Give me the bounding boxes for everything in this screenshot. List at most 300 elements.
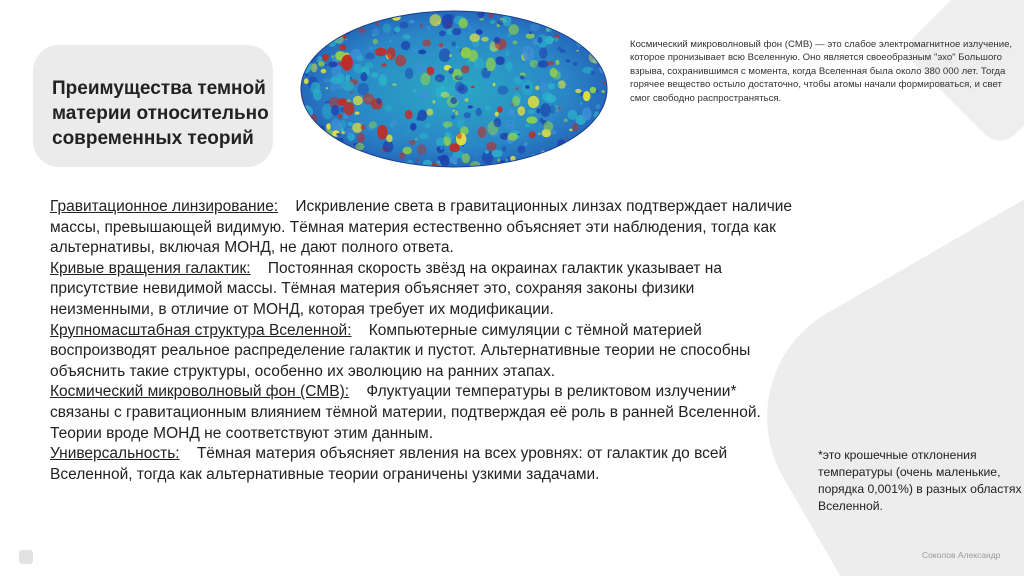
- cmb-fluctuation-spot: [351, 92, 353, 94]
- cmb-fluctuation-spot: [497, 159, 500, 162]
- cmb-fluctuation-spot: [565, 138, 568, 140]
- cmb-fluctuation-spot: [505, 120, 516, 130]
- cmb-fluctuation-spot: [357, 133, 365, 143]
- cmb-fluctuation-spot: [348, 122, 352, 127]
- cmb-fluctuation-spot: [375, 48, 387, 57]
- cmb-fluctuation-spot: [455, 82, 464, 92]
- cmb-fluctuation-spot: [602, 119, 610, 127]
- cmb-fluctuation-spot: [436, 138, 444, 147]
- cmb-fluctuation-spot: [583, 13, 591, 20]
- cmb-fluctuation-spot: [560, 18, 571, 32]
- cmb-fluctuation-spot: [323, 158, 334, 169]
- cmb-fluctuation-spot: [344, 102, 355, 115]
- cmb-fluctuation-spot: [583, 161, 586, 164]
- cmb-fluctuation-spot: [333, 79, 335, 80]
- point-text: Искривление света в гравитационных линзах подтверждает наличие массы, превышающей видимую. Тёмная материя естественно объясняет эти наблюдения, тогда как альтернативы, включая МОНД, не дают полного ответа.: [50, 198, 793, 257]
- cmb-fluctuation-spot: [403, 34, 411, 39]
- cmb-fluctuation-spot: [303, 140, 308, 146]
- cmb-fluctuation-spot: [475, 82, 477, 84]
- cmb-fluctuation-spot: [493, 83, 496, 87]
- cmb-fluctuation-spot: [486, 58, 496, 72]
- cmb-fluctuation-spot: [314, 151, 322, 163]
- cmb-fluctuation-spot: [502, 146, 506, 151]
- cmb-fluctuation-spot: [448, 68, 454, 74]
- cmb-fluctuation-spot: [338, 98, 346, 105]
- cmb-fluctuation-spot: [594, 133, 605, 142]
- cmb-fluctuation-spot: [452, 110, 454, 112]
- cmb-fluctuation-spot: [305, 74, 308, 76]
- cmb-fluctuation-spot: [603, 81, 605, 84]
- cmb-fluctuation-spot: [550, 68, 558, 77]
- cmb-fluctuation-spot: [594, 140, 597, 143]
- cmb-fluctuation-spot: [312, 46, 319, 53]
- cmb-fluctuation-spot: [604, 156, 610, 164]
- cmb-fluctuation-spot: [365, 62, 373, 68]
- cmb-fluctuation-spot: [425, 123, 431, 128]
- cmb-fluctuation-spot: [426, 26, 431, 31]
- cmb-fluctuation-spot: [558, 107, 561, 111]
- cmb-fluctuation-spot: [343, 145, 349, 151]
- cmb-fluctuation-spot: [547, 61, 555, 66]
- cmb-fluctuation-spot: [353, 96, 363, 105]
- cmb-fluctuation-spot: [339, 45, 346, 51]
- cmb-fluctuation-spot: [409, 140, 416, 145]
- cmb-fluctuation-spot: [390, 164, 396, 168]
- cmb-fluctuation-spot: [341, 131, 345, 134]
- cmb-fluctuation-spot: [557, 139, 566, 148]
- cmb-fluctuation-spot: [483, 8, 487, 11]
- cmb-fluctuation-spot: [400, 22, 409, 29]
- cmb-fluctuation-spot: [580, 136, 583, 139]
- cmb-fluctuation-spot: [476, 108, 482, 116]
- cmb-fluctuation-spot: [557, 84, 560, 87]
- cmb-fluctuation-spot: [515, 87, 518, 90]
- cmb-fluctuation-spot: [531, 16, 537, 21]
- cmb-fluctuation-spot: [564, 119, 568, 122]
- cmb-fluctuation-spot: [445, 132, 450, 138]
- cmb-fluctuation-spot: [507, 33, 511, 37]
- cmb-fluctuation-spot: [595, 104, 600, 109]
- cmb-fluctuation-spot: [419, 133, 429, 139]
- cmb-fluctuation-spot: [462, 145, 464, 147]
- cmb-fluctuation-spot: [477, 127, 486, 138]
- cmb-fluctuation-spot: [360, 122, 364, 125]
- cmb-fluctuation-spot: [486, 142, 497, 151]
- cmb-fluctuation-spot: [527, 109, 535, 114]
- cmb-fluctuation-spot: [415, 60, 426, 74]
- cmb-fluctuation-spot: [474, 58, 485, 69]
- cmb-fluctuation-spot: [321, 155, 325, 161]
- cmb-fluctuation-spot: [419, 91, 430, 99]
- cmb-fluctuation-spot: [328, 61, 337, 67]
- cmb-fluctuation-spot: [302, 61, 305, 65]
- cmb-fluctuation-spot: [300, 134, 304, 137]
- cmb-fluctuation-spot: [331, 149, 340, 158]
- cmb-fluctuation-spot: [470, 161, 481, 170]
- cmb-fluctuation-spot: [415, 138, 418, 140]
- cmb-fluctuation-spot: [497, 86, 508, 95]
- cmb-fluctuation-spot: [524, 142, 528, 146]
- cmb-fluctuation-spot: [601, 90, 604, 93]
- cmb-fluctuation-spot: [598, 21, 603, 24]
- cmb-fluctuation-spot: [525, 85, 529, 89]
- point-text: Тёмная материя объясняет явления на всех уровнях: от галактик до всей Вселенной, тогда как альтернативные теории ограничены узкими задачами.: [50, 445, 728, 483]
- cmb-fluctuation-spot: [449, 54, 452, 57]
- cmb-fluctuation-spot: [326, 38, 330, 43]
- cmb-fluctuation-spot: [451, 115, 456, 119]
- cmb-fluctuation-spot: [576, 33, 587, 47]
- cmb-fluctuation-spot: [601, 109, 609, 119]
- cmb-fluctuation-spot: [505, 62, 513, 72]
- cmb-fluctuation-spot: [518, 134, 520, 136]
- cmb-fluctuation-spot: [355, 112, 360, 115]
- cmb-fluctuation-spot: [347, 21, 351, 26]
- point-term: Космический микроволновый фон (CMB):: [50, 383, 350, 401]
- cmb-fluctuation-spot: [327, 36, 337, 47]
- cmb-fluctuation-spot: [322, 54, 328, 61]
- cmb-fluctuation-spot: [601, 21, 609, 29]
- cmb-fluctuation-spot: [418, 102, 421, 105]
- cmb-fluctuation-spot: [562, 11, 564, 14]
- cmb-fluctuation-spot: [418, 50, 426, 55]
- cmb-fluctuation-spot: [306, 125, 310, 129]
- cmb-fluctuation-spot: [607, 41, 611, 47]
- cmb-fluctuation-spot: [299, 149, 306, 153]
- cmb-fluctuation-spot: [376, 23, 379, 26]
- cmb-fluctuation-spot: [301, 31, 307, 39]
- cmb-fluctuation-spot: [540, 103, 550, 117]
- cmb-fluctuation-spot: [556, 60, 560, 65]
- cmb-fluctuation-spot: [383, 140, 393, 152]
- cmb-fluctuation-spot: [335, 15, 342, 20]
- cmb-fluctuation-spot: [333, 8, 343, 16]
- cmb-fluctuation-spot: [518, 106, 526, 115]
- cmb-fluctuation-spot: [386, 135, 392, 143]
- cmb-fluctuation-spot: [430, 14, 442, 26]
- cmb-fluctuation-spot: [495, 56, 505, 65]
- cmb-fluctuation-spot: [530, 60, 538, 68]
- cmb-fluctuation-spot: [311, 63, 318, 72]
- cmb-fluctuation-spot: [456, 46, 458, 48]
- cmb-description: Космический микроволновый фон (CMB) — это слабое электромагнитное излучение, которое пронизывает всю Вселенную. Оно является своеобразным "эхо" Большого взрыва, сохранившимся с момента, когда Вселенная была около 380 000 лет. Тогда горячее вещество остыло достаточно, чтобы атомы начали формироваться, и свет смог свободно распространяться.: [630, 39, 1013, 104]
- cmb-fluctuation-spot: [603, 8, 610, 18]
- cmb-fluctuation-spot: [349, 157, 360, 166]
- cmb-fluctuation-spot: [458, 76, 462, 78]
- cmb-fluctuation-spot: [435, 74, 445, 82]
- cmb-fluctuation-spot: [485, 106, 491, 111]
- cmb-fluctuation-spot: [338, 114, 342, 119]
- cmb-fluctuation-spot: [323, 40, 326, 44]
- cmb-fluctuation-spot: [331, 105, 339, 116]
- point-text: Компьютерные симуляции с тёмной материей воспроизводят реальное распределение галактик и пустот. Альтернативные теории не способны объяснить такие структуры, особенно их эволюцию на ранних этапах.: [50, 321, 751, 380]
- cmb-fluctuation-spot: [325, 151, 336, 164]
- cmb-fluctuation-spot: [475, 155, 477, 157]
- cmb-fluctuation-spot: [336, 37, 342, 44]
- cmb-fluctuation-spot: [329, 8, 333, 13]
- cmb-fluctuation-spot: [572, 123, 578, 131]
- cmb-fluctuation-spot: [345, 38, 347, 40]
- cmb-fluctuation-spot: [330, 32, 333, 34]
- cmb-fluctuation-spot: [548, 83, 555, 90]
- cmb-fluctuation-spot: [587, 163, 593, 168]
- cmb-fluctuation-spot: [510, 8, 521, 15]
- cmb-fluctuation-spot: [536, 108, 540, 113]
- cmb-fluctuation-spot: [554, 37, 558, 42]
- cmb-fluctuation-spot: [342, 8, 348, 13]
- cmb-fluctuation-spot: [529, 32, 532, 35]
- cmb-fluctuation-spot: [350, 149, 354, 154]
- cmb-fluctuation-spot: [313, 90, 322, 101]
- cmb-fluctuation-spot: [331, 55, 334, 58]
- cmb-fluctuation-spot: [441, 92, 450, 98]
- cmb-fluctuation-spot: [377, 125, 388, 140]
- cmb-fluctuation-spot: [395, 55, 406, 66]
- cmb-fluctuation-spot: [540, 17, 542, 19]
- cmb-fluctuation-spot: [452, 28, 462, 35]
- cmb-fluctuation-spot: [327, 103, 329, 105]
- cmb-fluctuation-spot: [590, 87, 596, 93]
- cmb-fluctuation-spot: [318, 61, 325, 67]
- cmb-fluctuation-spot: [568, 26, 570, 28]
- cmb-fluctuation-spot: [423, 40, 431, 47]
- cmb-fluctuation-spot: [416, 158, 419, 161]
- cmb-fluctuation-spot: [378, 74, 387, 86]
- cmb-fluctuation-spot: [439, 48, 451, 62]
- cmb-fluctuation-spot: [371, 73, 379, 78]
- cmb-fluctuation-spot: [387, 47, 396, 59]
- cmb-fluctuation-spot: [593, 125, 605, 135]
- cmb-fluctuation-spot: [591, 70, 595, 74]
- cmb-fluctuation-spot: [539, 118, 543, 123]
- cmb-fluctuation-spot: [399, 152, 405, 159]
- cmb-fluctuation-spot: [365, 53, 375, 60]
- cmb-fluctuation-spot: [373, 28, 380, 36]
- cmb-fluctuation-spot: [322, 18, 326, 21]
- advantages-list: [50, 197, 800, 485]
- cmb-fluctuation-spot: [307, 38, 316, 45]
- cmb-fluctuation-spot: [373, 39, 378, 45]
- cmb-fluctuation-spot: [345, 8, 355, 16]
- cmb-fluctuation-spot: [485, 150, 489, 154]
- cmb-fluctuation-spot: [512, 96, 520, 106]
- point-gravitational-lensing: [50, 197, 800, 259]
- footnote: *это крошечные отклонения температуры (очень маленькие, порядка 0,001%) в разных областях Вселенной.: [818, 448, 1022, 513]
- cmb-fluctuation-spot: [341, 55, 353, 71]
- cmb-fluctuation-spot: [549, 105, 556, 113]
- cmb-fluctuation-spot: [306, 53, 318, 62]
- cmb-fluctuation-spot: [517, 146, 525, 154]
- cmb-fluctuation-spot: [384, 76, 386, 78]
- cmb-fluctuation-spot: [550, 130, 556, 135]
- cmb-fluctuation-spot: [468, 105, 473, 108]
- cmb-fluctuation-spot: [357, 55, 363, 61]
- cmb-fluctuation-spot: [369, 121, 377, 129]
- cmb-map-image: [298, 8, 610, 170]
- cmb-fluctuation-spot: [382, 63, 387, 67]
- cmb-fluctuation-spot: [407, 131, 410, 133]
- cmb-fluctuation-spot: [326, 87, 328, 89]
- cmb-fluctuation-spot: [312, 149, 321, 154]
- cmb-fluctuation-spot: [298, 127, 304, 135]
- cmb-fluctuation-spot: [400, 11, 403, 14]
- cmb-fluctuation-spot: [497, 106, 502, 112]
- cmb-fluctuation-spot: [298, 163, 303, 170]
- cmb-fluctuation-spot: [368, 46, 374, 51]
- cmb-fluctuation-spot: [324, 79, 330, 83]
- point-cmb: [50, 382, 800, 444]
- cmb-fluctuation-spot: [329, 154, 336, 162]
- cmb-fluctuation-spot: [405, 110, 413, 119]
- cmb-fluctuation-spot: [305, 153, 315, 163]
- cmb-fluctuation-spot: [320, 25, 324, 27]
- cmb-fluctuation-spot: [427, 67, 435, 76]
- cmb-fluctuation-spot: [417, 144, 426, 155]
- cmb-fluctuation-spot: [490, 20, 496, 24]
- cmb-fluctuation-spot: [321, 32, 328, 37]
- cmb-fluctuation-spot: [507, 133, 517, 141]
- cmb-fluctuation-spot: [604, 8, 609, 12]
- cmb-fluctuation-spot: [437, 156, 446, 162]
- cmb-fluctuation-spot: [451, 41, 456, 46]
- cmb-fluctuation-spot: [549, 163, 559, 170]
- cmb-fluctuation-spot: [321, 69, 327, 74]
- cmb-fluctuation-spot: [552, 152, 558, 158]
- point-text: Постоянная скорость звёзд на окраинах галактик указывает на присутствие невидимой массы. Тёмная материя объясняет это, сохраняя законы физики неизменными, в отличие от МОНД, которая требует их модификации.: [50, 259, 722, 318]
- cmb-fluctuation-spot: [572, 158, 578, 166]
- cmb-fluctuation-spot: [541, 149, 544, 151]
- cmb-fluctuation-spot: [601, 123, 611, 136]
- cmb-fluctuation-spot: [525, 124, 530, 127]
- cmb-fluctuation-spot: [553, 15, 558, 18]
- cmb-fluctuation-spot: [328, 148, 332, 152]
- cmb-fluctuation-spot: [529, 131, 536, 138]
- cmb-fluctuation-spot: [600, 145, 602, 148]
- cmb-fluctuation-spot: [539, 155, 542, 159]
- cmb-fluctuation-spot: [334, 30, 344, 37]
- cmb-fluctuation-spot: [455, 111, 458, 115]
- cmb-fluctuation-spot: [582, 107, 592, 120]
- cmb-fluctuation-spot: [545, 36, 553, 45]
- cmb-fluctuation-spot: [383, 23, 392, 33]
- cmb-fluctuation-spot: [506, 51, 510, 56]
- cmb-fluctuation-spot: [385, 105, 392, 112]
- cmb-fluctuation-spot: [494, 37, 501, 44]
- cmb-fluctuation-spot: [405, 68, 414, 79]
- cmb-fluctuation-spot: [459, 18, 468, 28]
- cmb-fluctuation-spot: [544, 121, 554, 131]
- cmb-fluctuation-spot: [567, 110, 577, 120]
- cmb-fluctuation-spot: [449, 156, 457, 164]
- cmb-fluctuation-spot: [394, 27, 400, 33]
- cmb-fluctuation-spot: [596, 30, 604, 36]
- cmb-fluctuation-spot: [339, 120, 346, 129]
- cmb-fluctuation-spot: [586, 135, 596, 143]
- cmb-fluctuation-spot: [319, 147, 327, 154]
- cmb-fluctuation-spot: [483, 87, 486, 90]
- cmb-fluctuation-spot: [442, 14, 453, 29]
- cmb-fluctuation-spot: [592, 8, 597, 11]
- cmb-fluctuation-spot: [593, 41, 604, 57]
- cmb-fluctuation-spot: [305, 36, 315, 43]
- slide-title: Преимущества темной материи относительно современных теорий: [52, 78, 269, 149]
- cmb-fluctuation-spot: [495, 112, 499, 117]
- cmb-fluctuation-spot: [325, 64, 328, 66]
- cmb-fluctuation-spot: [335, 8, 344, 16]
- cmb-fluctuation-spot: [361, 124, 365, 130]
- cmb-fluctuation-spot: [340, 145, 347, 150]
- cmb-fluctuation-spot: [353, 8, 355, 10]
- cmb-fluctuation-spot: [326, 14, 336, 22]
- point-term: Крупномасштабная структура Вселенной:: [50, 321, 352, 339]
- cmb-fluctuation-spot: [345, 8, 356, 20]
- cmb-fluctuation-spot: [575, 89, 582, 93]
- cmb-fluctuation-spot: [464, 112, 471, 118]
- cmb-fluctuation-spot: [539, 47, 548, 59]
- cmb-fluctuation-spot: [516, 166, 523, 171]
- cmb-fluctuation-spot: [380, 8, 384, 10]
- point-term: Универсальность:: [50, 445, 180, 463]
- cmb-fluctuation-spot: [298, 63, 304, 70]
- cmb-fluctuation-spot: [465, 98, 469, 102]
- cmb-fluctuation-spot: [545, 15, 547, 17]
- cmb-fluctuation-spot: [392, 83, 396, 86]
- cmb-fluctuation-spot: [309, 10, 312, 13]
- cmb-fluctuation-spot: [562, 150, 568, 158]
- cmb-fluctuation-spot: [334, 152, 341, 161]
- cmb-fluctuation-spot: [528, 96, 539, 108]
- cmb-fluctuation-spot: [413, 47, 418, 52]
- cmb-fluctuation-spot: [345, 75, 350, 81]
- cmb-fluctuation-spot: [340, 107, 344, 113]
- point-term: Гравитационное линзирование:: [50, 198, 279, 215]
- cmb-fluctuation-spot: [533, 9, 539, 15]
- cmb-fluctuation-spot: [508, 109, 515, 117]
- cmb-fluctuation-spot: [461, 47, 472, 58]
- cmb-fluctuation-spot: [457, 119, 464, 129]
- cmb-fluctuation-spot: [361, 72, 368, 81]
- cmb-fluctuation-spot: [439, 43, 443, 47]
- slide-corner-marker: [19, 550, 33, 564]
- cmb-fluctuation-spot: [526, 117, 537, 124]
- cmb-fluctuation-spot: [522, 46, 534, 62]
- cmb-fluctuation-spot: [358, 28, 366, 33]
- cmb-fluctuation-spot: [304, 39, 309, 45]
- cmb-fluctuation-spot: [569, 129, 572, 132]
- cmb-fluctuation-spot: [375, 8, 385, 17]
- cmb-fluctuation-spot: [376, 98, 381, 105]
- point-large-scale-structure: [50, 321, 800, 383]
- cmb-fluctuation-spot: [440, 147, 443, 150]
- cmb-fluctuation-spot: [409, 20, 415, 24]
- cmb-fluctuation-spot: [598, 151, 602, 154]
- cmb-map-svg: [298, 8, 610, 170]
- cmb-fluctuation-spot: [457, 132, 462, 139]
- cmb-fluctuation-spot: [401, 41, 410, 50]
- cmb-fluctuation-spot: [304, 8, 316, 20]
- cmb-fluctuation-spot: [353, 64, 362, 74]
- cmb-fluctuation-spot: [590, 42, 598, 50]
- cmb-fluctuation-spot: [596, 18, 606, 25]
- cmb-fluctuation-spot: [566, 59, 571, 62]
- cmb-fluctuation-spot: [520, 75, 525, 79]
- cmb-fluctuation-spot: [565, 147, 574, 156]
- cmb-fluctuation-spot: [320, 152, 324, 155]
- cmb-fluctuation-spot: [467, 25, 471, 30]
- cmb-fluctuation-spot: [542, 92, 553, 101]
- cmb-fluctuation-spot: [343, 35, 347, 38]
- cmb-fluctuation-spot: [410, 123, 416, 131]
- cmb-fluctuation-spot: [389, 40, 391, 42]
